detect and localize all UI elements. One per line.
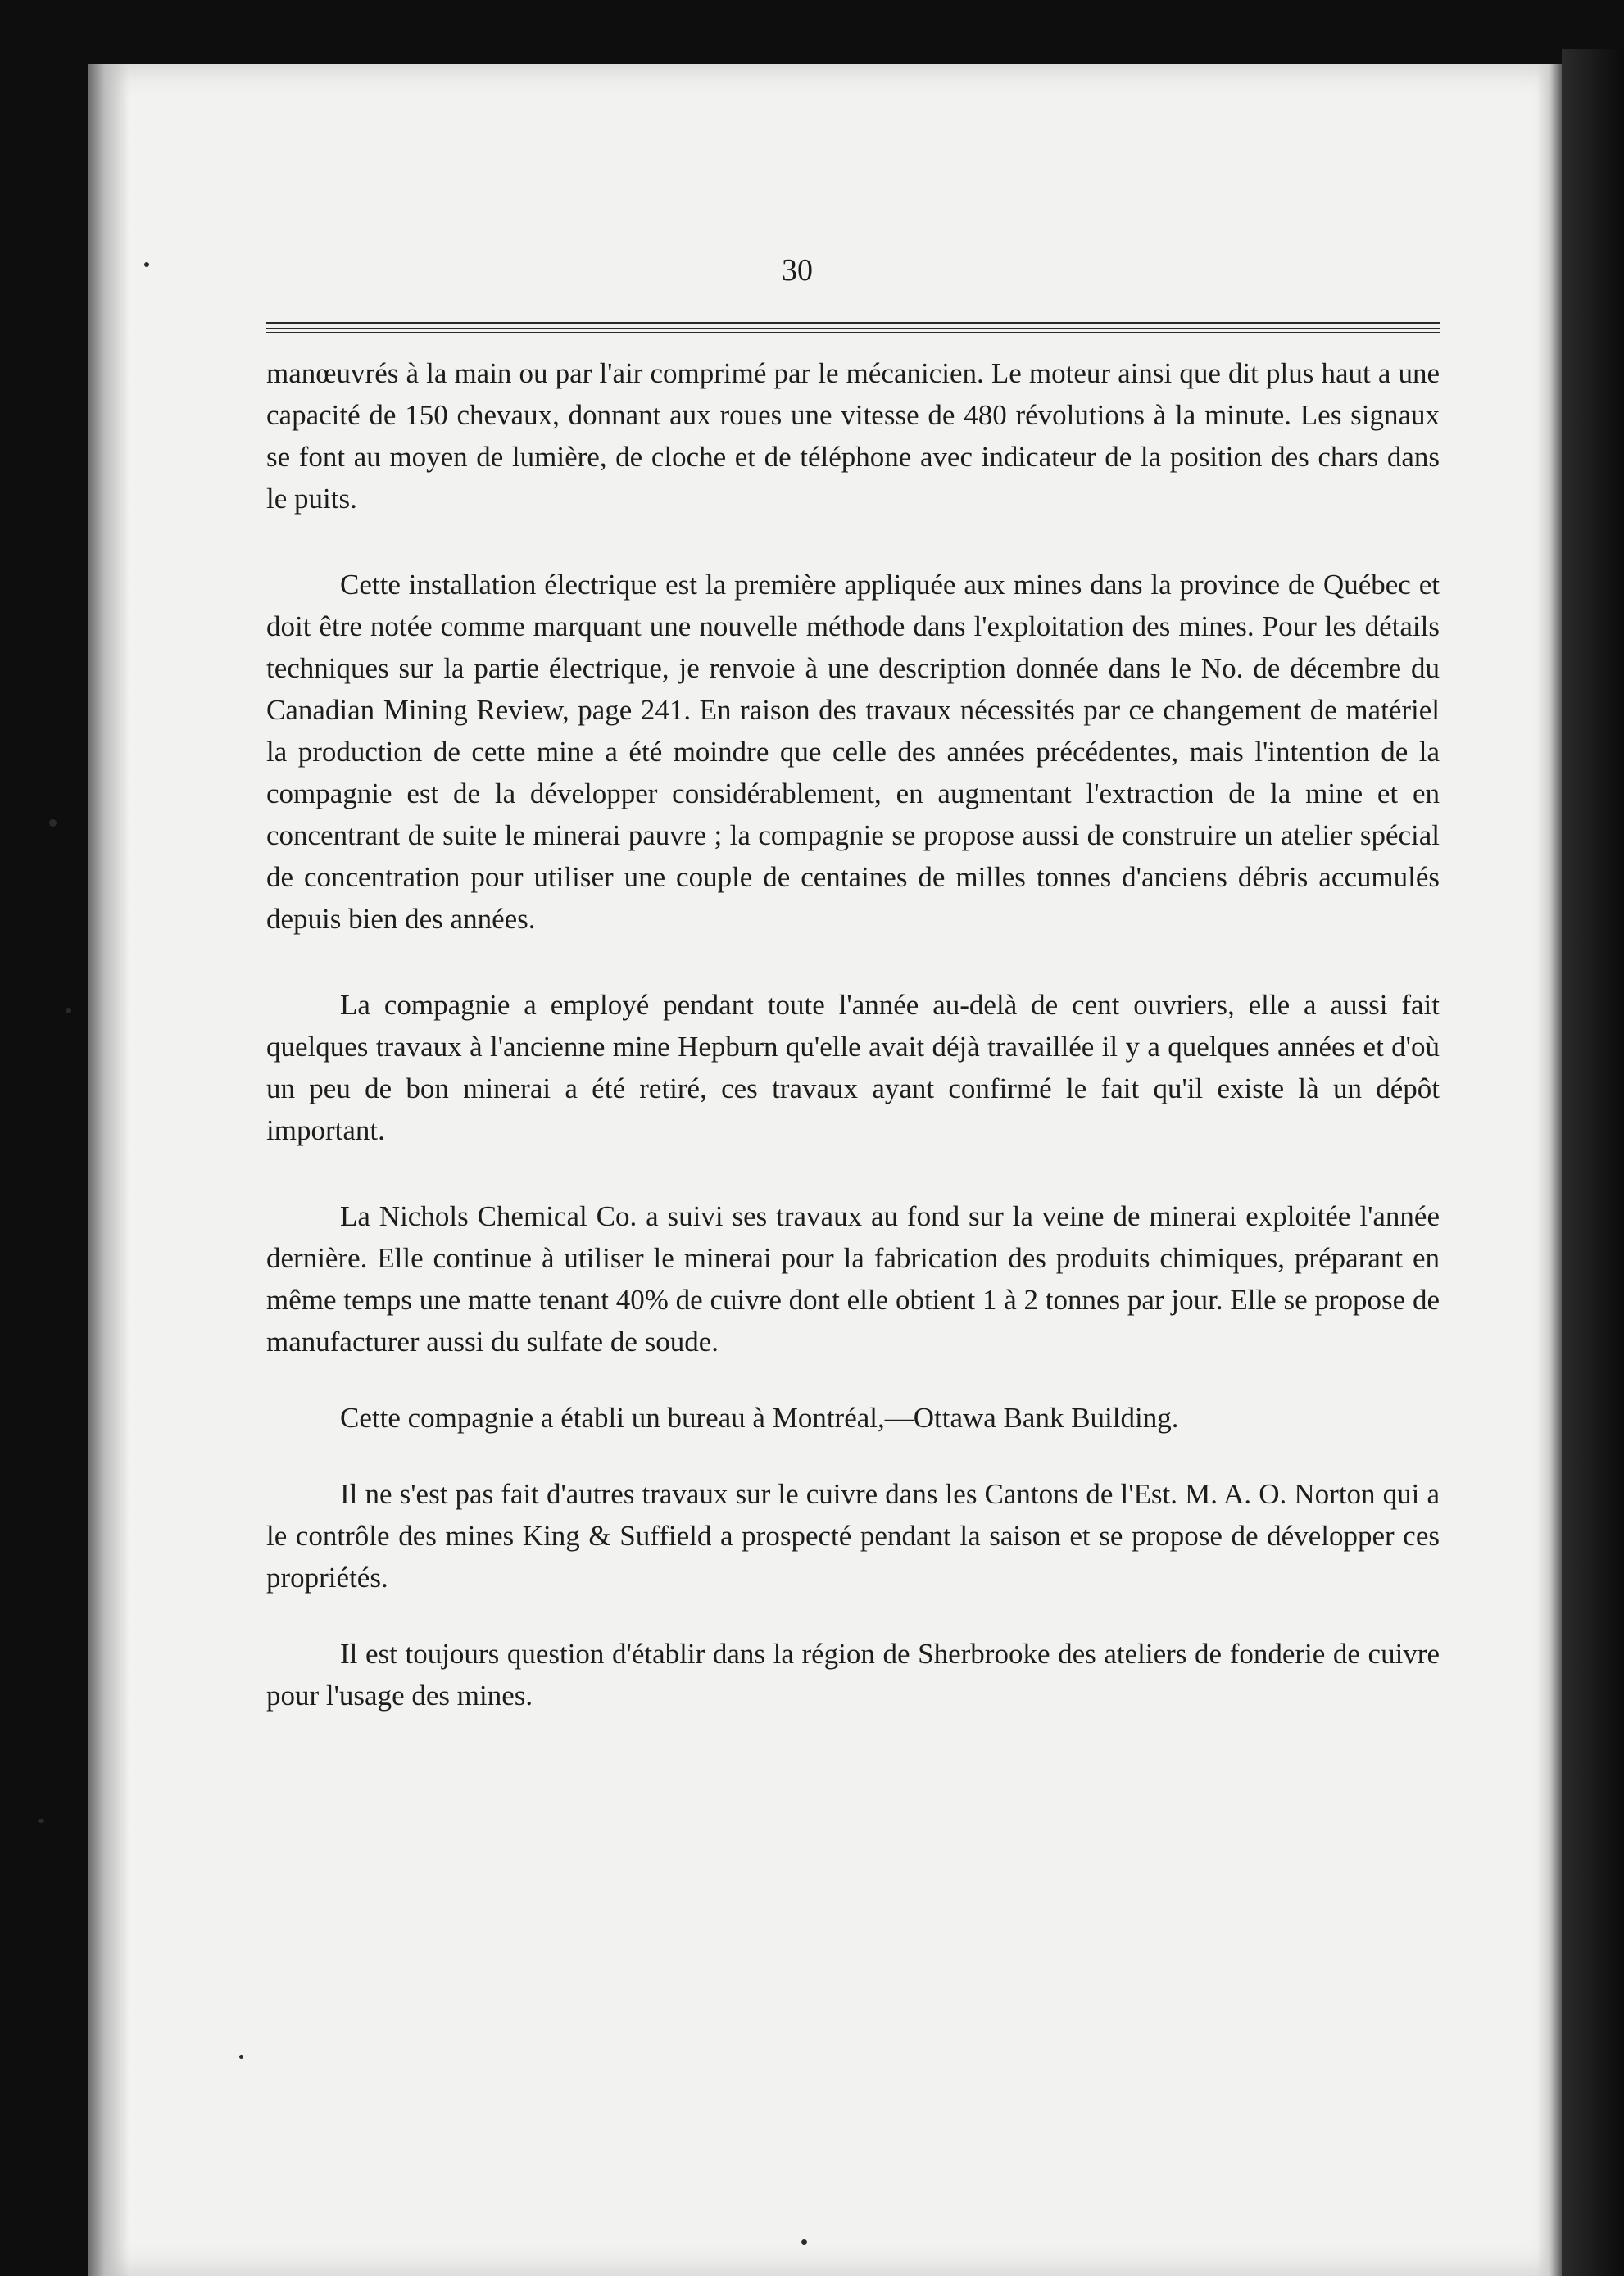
- page-body: [266, 352, 1440, 1761]
- paragraph: Il est toujours question d'établir dans la région de Sherbrooke des ateliers de fonderie de cuivre pour l'usage des mines.: [266, 1638, 1440, 1712]
- paragraph: La compagnie a employé pendant toute l'année au-delà de cent ouvriers, elle a aussi fait quelques travaux à l'ancienne mine Hepburn qu'elle avait déjà travaillée il y a quelques années et d'où un peu de bon minerai a été retiré, ces travaux ayant confirmé le fait qu'il existe là un dépôt important.: [266, 989, 1440, 1146]
- page-right-edge: [1537, 64, 1562, 2276]
- paragraph: manœuvrés à la main ou par l'air comprimé par le mécanicien. Le moteur ainsi que dit plus haut a une capacité de 150 chevaux, donnant aux roues une vitesse de 480 révolutions à la minute. Les signaux se font au moyen de lumière, de cloche et de téléphone avec indicateur de la position des chars dans le puits.: [266, 357, 1440, 515]
- scan-speck: [49, 819, 57, 827]
- paragraph: Il ne s'est pas fait d'autres travaux sur le cuivre dans les Cantons de l'Est. M. A. O. Norton qui a le contrôle des mines King & Suffield a prospecté pendant la saison et se propose de développer ces propriétés.: [266, 1478, 1440, 1594]
- paragraph: La Nichols Chemical Co. a suivi ses travaux au fond sur la veine de minerai exploitée l'année dernière. Elle continue à utiliser le minerai pour la fabrication des produits chimiques, préparant en même temps une matte tenant 40% de cuivre dont elle obtient 1 à 2 tonnes par jour. Elle se propose de manufacturer aussi du sulfate de soude.: [266, 1200, 1440, 1358]
- paragraph: Cette compagnie a établi un bureau à Montréal,—Ottawa Bank Building.: [340, 1402, 1179, 1434]
- scan-speck: [239, 2055, 243, 2059]
- header-rule-thin: [266, 328, 1440, 329]
- header-rule-lower: [266, 332, 1440, 333]
- paragraph: Cette installation électrique est la première appliquée aux mines dans la province de Québec et doit être notée comme marquant une nouvelle méthode dans l'exploitation des mines. Pour les détails techniques sur la partie électrique, je renvoie à une description donnée dans le No. de décembre du Canadian Mining Review, page 241. En raison des travaux nécessités par ce changement de matériel la production de cette mine a été moindre que celle des années précédentes, mais l'intention de la compagnie est de la développer considérablement, en augmentant l'extraction de la mine et en concentrant de suite le minerai pauvre ; la compagnie se propose aussi de construire un atelier spécial de concentration pour utiliser une couple de centaines de milles tonnes d'anciens débris accumulés depuis bien des années.: [266, 569, 1440, 935]
- scan-speck: [801, 2239, 807, 2245]
- scan-speck: [38, 1819, 44, 1823]
- adjacent-page-edge: [1562, 49, 1624, 2276]
- page-number: 30: [782, 253, 813, 288]
- header-rule: [266, 322, 1440, 324]
- page-binding-shadow: [88, 64, 129, 2276]
- scan-speck: [144, 262, 149, 267]
- scan-speck: [66, 1008, 71, 1013]
